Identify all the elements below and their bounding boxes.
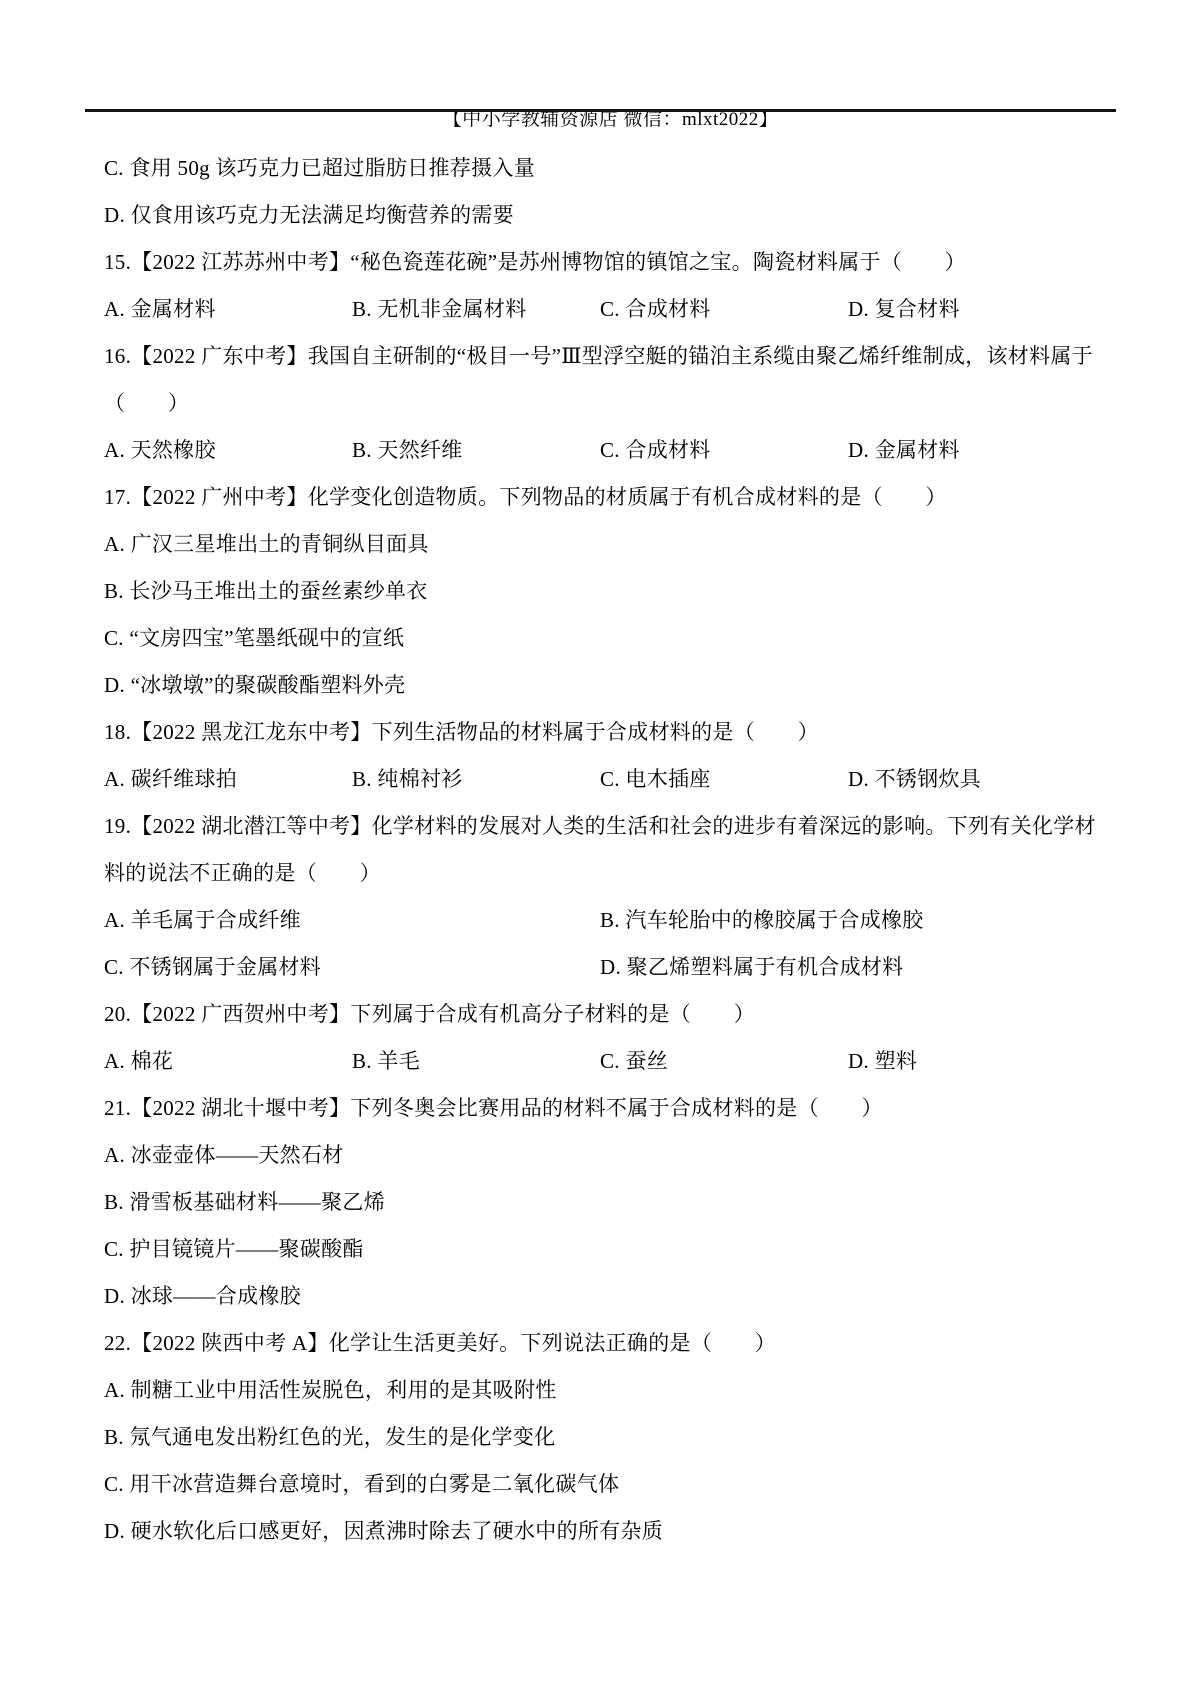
q17-option-c: C. “文房四宝”笔墨纸砚中的宣纸: [104, 625, 405, 650]
q20-options-row: [104, 1036, 1106, 1083]
q16-stem-line2: （ ）: [104, 390, 190, 415]
q16-stem-row-2: [104, 378, 1106, 425]
q16-option-b: B. 天然纤维: [352, 437, 463, 462]
q17-stem: 17.【2022 广州中考】化学变化创造物质。下列物品的材质属于有机合成材料的是（ ）: [104, 484, 947, 509]
q16-option-a: A. 天然橡胶: [104, 437, 216, 462]
q19-option-d: D. 聚乙烯塑料属于有机合成材料: [600, 954, 904, 979]
q22-option-c-row: [104, 1459, 1106, 1506]
q22-option-a: A. 制糖工业中用活性炭脱色，利用的是其吸附性: [104, 1377, 557, 1402]
q20-option-d: D. 塑料: [848, 1048, 918, 1073]
q16-options-row: [104, 425, 1106, 472]
q15-options-row: [104, 284, 1106, 331]
q21-option-c: C. 护目镜镜片——聚碳酸酯: [104, 1236, 364, 1261]
q18-options-row: [104, 754, 1106, 801]
q22-option-b-row: [104, 1412, 1106, 1459]
q14-option-d-row: [104, 190, 1106, 237]
q19-stem-line1: 19.【2022 湖北潜江等中考】化学材料的发展对人类的生活和社会的进步有着深远的影响。下列有关化学材: [104, 813, 1096, 838]
q20-stem-row: [104, 989, 1106, 1036]
q17-option-b: B. 长沙马王堆出土的蚕丝素纱单衣: [104, 578, 428, 603]
q21-option-a-row: [104, 1130, 1106, 1177]
q18-stem-row: [104, 707, 1106, 754]
q16-option-c: C. 合成材料: [600, 437, 711, 462]
q21-option-c-row: [104, 1224, 1106, 1271]
q16-stem-line1: 16.【2022 广东中考】我国自主研制的“极目一号”Ⅲ型浮空艇的锚泊主系缆由聚乙烯纤维制成，该材料属于: [104, 343, 1093, 368]
q19-option-c: C. 不锈钢属于金属材料: [104, 954, 322, 979]
q17-option-b-row: [104, 566, 1106, 613]
q22-option-a-row: [104, 1365, 1106, 1412]
q22-stem-row: [104, 1318, 1106, 1365]
q20-stem: 20.【2022 广西贺州中考】下列属于合成有机高分子材料的是（ ）: [104, 1001, 755, 1026]
q15-option-d: D. 复合材料: [848, 296, 960, 321]
q17-stem-row: [104, 472, 1106, 519]
q15-option-c: C. 合成材料: [600, 296, 711, 321]
q21-option-a: A. 冰壶壶体——天然石材: [104, 1142, 344, 1167]
q18-option-b: B. 纯棉衬衫: [352, 766, 463, 791]
q21-option-b: B. 滑雪板基础材料——聚乙烯: [104, 1189, 386, 1214]
q15-stem-row: [104, 237, 1106, 284]
q16-option-d: D. 金属材料: [848, 437, 960, 462]
header-title: 【中小学教辅资源店 微信：mlxt2022】: [442, 109, 779, 130]
q17-option-c-row: [104, 613, 1106, 660]
q18-option-d: D. 不锈钢炊具: [848, 766, 982, 791]
q22-option-d-row: [104, 1506, 1106, 1553]
q19-option-b: B. 汽车轮胎中的橡胶属于合成橡胶: [600, 907, 924, 932]
q20-option-a: A. 棉花: [104, 1048, 174, 1073]
q19-options-row-cd: [104, 942, 1106, 989]
q21-option-b-row: [104, 1177, 1106, 1224]
q18-option-a: A. 碳纤维球拍: [104, 766, 238, 791]
q18-option-c: C. 电木插座: [600, 766, 711, 791]
q21-stem: 21.【2022 湖北十堰中考】下列冬奥会比赛用品的材料不属于合成材料的是（ ）: [104, 1095, 883, 1120]
q14-option-c-row: [104, 143, 1106, 190]
q19-option-a: A. 羊毛属于合成纤维: [104, 907, 301, 932]
question-content: [104, 143, 1106, 1553]
q15-option-b: B. 无机非金属材料: [352, 296, 527, 321]
q22-option-b: B. 氖气通电发出粉红色的光，发生的是化学变化: [104, 1424, 556, 1449]
q17-option-d: D. “冰墩墩”的聚碳酸酯塑料外壳: [104, 672, 406, 697]
q17-option-a-row: [104, 519, 1106, 566]
q19-options-row-ab: [104, 895, 1106, 942]
q15-stem: 15.【2022 江苏苏州中考】“秘色瓷莲花碗”是苏州博物馆的镇馆之宝。陶瓷材料属于（ ）: [104, 249, 966, 274]
q22-option-d: D. 硬水软化后口感更好，因煮沸时除去了硬水中的所有杂质: [104, 1518, 664, 1543]
q19-stem-row-1: [104, 801, 1106, 848]
q20-option-c: C. 蚕丝: [600, 1048, 669, 1073]
q18-stem: 18.【2022 黑龙江龙东中考】下列生活物品的材料属于合成材料的是（ ）: [104, 719, 819, 744]
q15-option-a: A. 金属材料: [104, 296, 216, 321]
q17-option-d-row: [104, 660, 1106, 707]
q19-stem-row-2: [104, 848, 1106, 895]
q19-stem-line2: 料的说法不正确的是（ ）: [104, 860, 381, 885]
q17-option-a: A. 广汉三星堆出土的青铜纵目面具: [104, 531, 429, 556]
q21-option-d: D. 冰球——合成橡胶: [104, 1283, 301, 1308]
q21-stem-row: [104, 1083, 1106, 1130]
q14-option-c: C. 食用 50g 该巧克力已超过脂肪日推荐摄入量: [104, 155, 536, 180]
header-divider: [85, 109, 1116, 112]
q20-option-b: B. 羊毛: [352, 1048, 421, 1073]
q16-stem-row-1: [104, 331, 1106, 378]
q22-option-c: C. 用干冰营造舞台意境时，看到的白雾是二氧化碳气体: [104, 1471, 620, 1496]
q21-option-d-row: [104, 1271, 1106, 1318]
q14-option-d: D. 仅食用该巧克力无法满足均衡营养的需要: [104, 202, 514, 227]
q22-stem: 22.【2022 陕西中考 A】化学让生活更美好。下列说法正确的是（ ）: [104, 1330, 777, 1355]
